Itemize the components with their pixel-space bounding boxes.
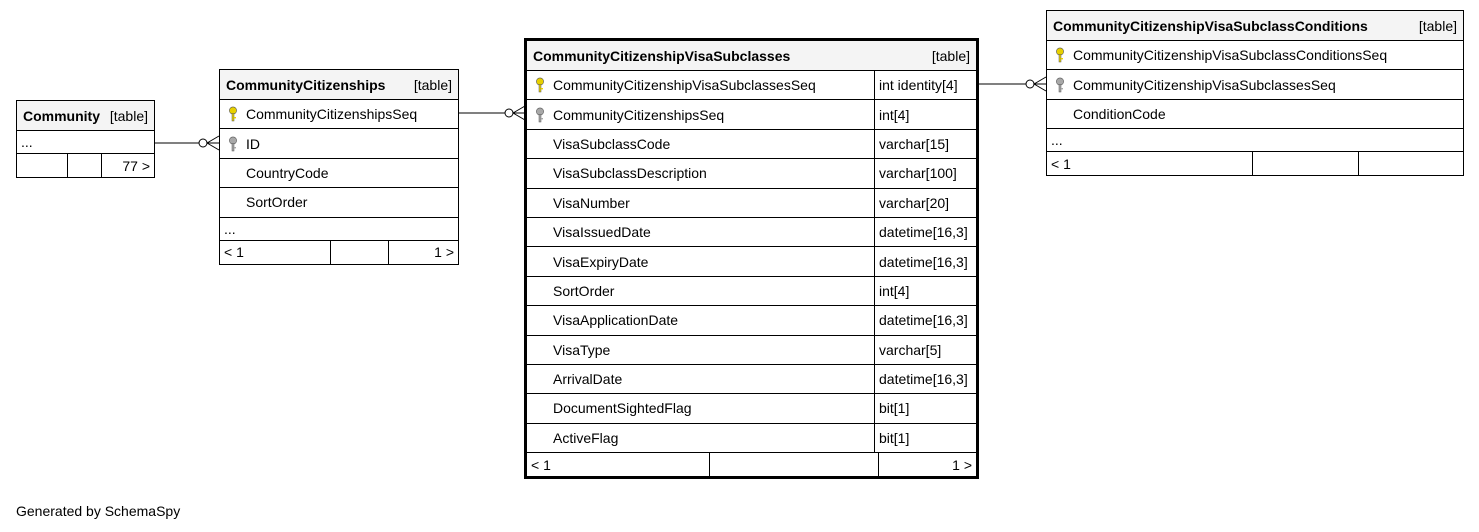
footer-parents[interactable]: < 1 [531,456,551,473]
table-community[interactable] [16,100,155,178]
column-type: varchar[5] [874,336,976,364]
column-name: DocumentSightedFlag [553,400,692,417]
column-row[interactable] [220,129,458,158]
table-footer [1047,152,1463,175]
footer-middle [1252,152,1358,175]
column-row[interactable] [527,424,976,453]
column-name: ActiveFlag [553,429,619,446]
primary-key-icon [220,106,246,122]
link-citizenships-visa-subclasses [458,106,525,120]
column-row[interactable] [527,189,976,218]
column-row[interactable] [527,394,976,423]
table-footer [527,453,976,476]
table-footer [220,241,458,264]
column-type: bit[1] [874,424,976,452]
footer-children [1358,152,1463,175]
column-name: SortOrder [553,282,615,299]
column-name: VisaApplicationDate [553,312,679,329]
column-row[interactable] [1047,70,1463,99]
column-type: int identity[4] [874,71,976,99]
column-name: CommunityCitizenshipVisaSubclassesSeq [1073,76,1336,93]
column-name: CountryCode [246,164,329,181]
table-footer [17,154,154,177]
column-row[interactable] [527,159,976,188]
column-name: CommunityCitizenshipsSeq [246,106,418,123]
column-name: SortOrder [246,194,308,211]
footer-parents[interactable]: < 1 [224,244,244,261]
table-header [220,70,458,100]
column-name: ID [246,135,260,152]
table-kind: [table] [931,47,970,64]
column-name: VisaSubclassCode [553,135,671,152]
column-row[interactable] [527,100,976,129]
column-name: ConditionCode [1073,105,1166,122]
column-row[interactable] [527,277,976,306]
column-type: int[4] [874,277,976,305]
table-name: Community [23,107,100,124]
column-type: bit[1] [874,394,976,422]
table-kind: [table] [1418,17,1457,34]
column-type: varchar[20] [874,189,976,217]
column-row[interactable] [220,100,458,129]
column-name: VisaExpiryDate [553,253,649,270]
column-type: datetime[16,3] [874,218,976,246]
footer-parents[interactable]: < 1 [1051,155,1071,172]
generated-by-note: Generated by SchemaSpy [16,503,181,519]
table-visa-subclasses[interactable] [524,38,979,479]
table-name: CommunityCitizenships [226,76,386,93]
more-columns: ... [1047,129,1463,152]
foreign-key-icon [220,136,246,152]
table-community-citizenships[interactable] [219,69,459,265]
table-name: CommunityCitizenshipVisaSubclassConditions [1053,17,1368,34]
footer-middle [67,154,101,177]
foreign-key-icon [1047,77,1073,93]
foreign-key-icon [527,107,553,123]
column-name: CommunityCitizenshipVisaSubclassesSeq [553,77,816,94]
column-name: VisaNumber [553,194,630,211]
column-row[interactable] [527,130,976,159]
footer-children[interactable]: 1 > [878,453,976,476]
column-row[interactable] [1047,41,1463,70]
footer-parents [17,154,67,177]
column-type: int[4] [874,100,976,128]
column-row[interactable] [527,71,976,100]
column-row[interactable] [527,247,976,276]
link-visa-subclasses-conditions [978,77,1046,91]
footer-children[interactable]: 1 > [388,241,458,264]
column-row[interactable] [527,336,976,365]
column-type: varchar[100] [874,159,976,187]
column-name: ArrivalDate [553,371,623,388]
primary-key-icon [527,77,553,93]
column-row[interactable] [220,188,458,217]
footer-middle [709,453,878,476]
table-header [1047,11,1463,41]
table-header [17,101,154,131]
table-name: CommunityCitizenshipVisaSubclasses [533,47,791,64]
column-row[interactable] [220,159,458,188]
table-visa-subclass-conditions[interactable] [1046,10,1464,176]
link-community-citizenships [154,136,219,150]
column-row[interactable] [527,306,976,335]
column-name: VisaIssuedDate [553,224,651,241]
column-name: CommunityCitizenshipsSeq [553,106,725,123]
more-columns: ... [220,218,458,241]
column-row[interactable] [1047,100,1463,129]
column-name: CommunityCitizenshipVisaSubclassConditionsSeq [1073,47,1388,64]
column-name: VisaType [553,341,611,358]
column-type: datetime[16,3] [874,247,976,275]
column-type: datetime[16,3] [874,306,976,334]
primary-key-icon [1047,47,1073,63]
column-type: datetime[16,3] [874,365,976,393]
column-row[interactable] [527,218,976,247]
table-kind: [table] [109,107,148,124]
footer-children[interactable]: 77 > [101,154,154,177]
more-columns: ... [17,131,154,154]
table-kind: [table] [413,76,452,93]
footer-middle [330,241,388,264]
column-name: VisaSubclassDescription [553,165,707,182]
table-header [527,41,976,71]
column-type: varchar[15] [874,130,976,158]
column-row[interactable] [527,365,976,394]
